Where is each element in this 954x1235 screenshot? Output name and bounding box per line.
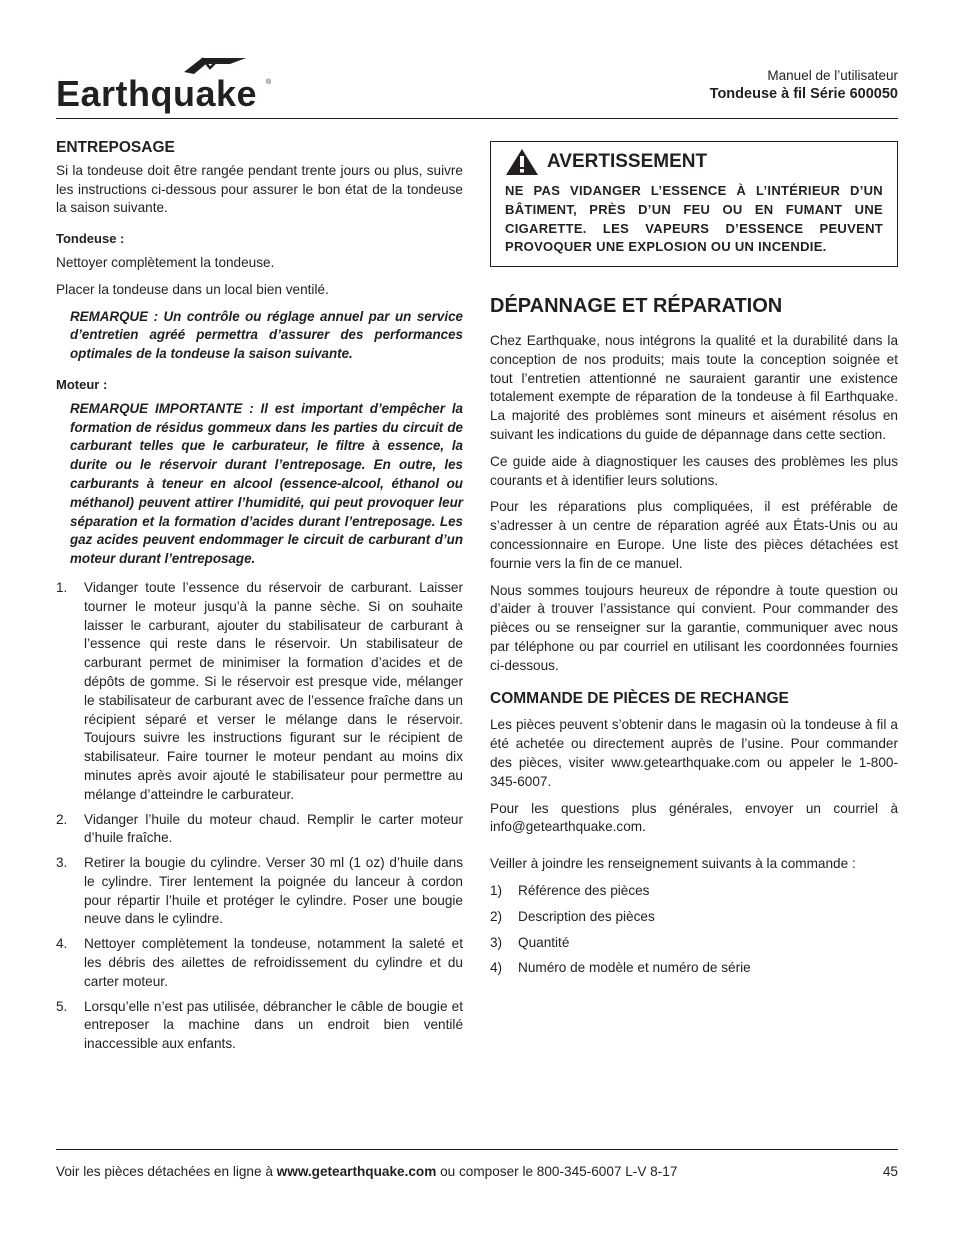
paragraph: Nous sommes toujours heureux de répondre à toute question ou d’aider à trouver l’assistance qui convient. Pour commander des pièces ou se renseigner sur la garantie, communiquer avec nous par téléphone ou par courriel en utilisant les coordonnées fournies ci-dessous. xyxy=(490,582,898,673)
doc-title: Manuel de l’utilisateur xyxy=(767,68,898,83)
footer-text: Voir les pièces détachées en ligne à xyxy=(56,1164,277,1179)
storage-title: ENTREPOSAGE xyxy=(56,139,175,156)
warning-text: NE PAS VIDANGER L’ESSENCE À L’INTÉRIEUR D’UN BÂTIMENT, PRÈS D’UN FEU OU EN FUMANT UNE CIGARETTE. LES VAPEURS D’ESSENCE PEUVENT PROVOQUER UNE EXPLOSION OU UN INCENDIE. xyxy=(505,183,883,255)
important-note: REMARQUE IMPORTANTE : Il est important d’empêcher la formation de résidus gommeux dans les parties du circuit de carburant telles que le carburateur, le filtre à essence, la durite ou le réservoir durant l’entreposage. En outre, les carburants à teneur en alcool (essence-alcool, éthanol ou méthanol) peuvent attirer l’humidité, qui peut provoquer leur séparation et la formation d’acides durant l’entreposage. Les gaz acides peuvent endommager le circuit de carburant d’un moteur durant l’entreposage. xyxy=(70,400,463,567)
list-item xyxy=(56,854,463,929)
page-number: 45 xyxy=(882,1164,898,1179)
right-column xyxy=(490,139,898,985)
step-number: 4. xyxy=(56,936,68,952)
storage-steps xyxy=(56,579,463,1054)
list-item xyxy=(490,959,898,978)
warning-triangle-icon xyxy=(505,148,539,176)
item-text: Référence des pièces xyxy=(518,882,650,898)
step-number: 3. xyxy=(56,855,68,871)
annual-check-note: REMARQUE : Un contrôle ou réglage annuel par un service d’entretien agréé permettra d’assurer des performances optimales de la tondeuse la saison suivante. xyxy=(70,308,463,362)
website-link[interactable]: www.getearthquake.com xyxy=(276,1164,437,1179)
troubleshooting-title: DÉPANNAGE ET RÉPARATION xyxy=(490,295,783,318)
list-item xyxy=(56,935,463,991)
paragraph: Les pièces peuvent s’obtenir dans le magasin où la tondeuse à fil a été achetée ou directement auprès de l’usine. Pour commander des pièces, visiter www.getearthquake.com ou appeler le 1-800-345-6007. xyxy=(490,717,898,789)
paragraph: Ce guide aide à diagnostiquer les causes des problèmes les plus courants et à identifier leurs solutions. xyxy=(490,453,898,488)
paragraph: Chez Earthquake, nous intégrons la qualité et la durabilité dans la conception de nos produits; mais toute la conception soignée et tout l’entretien attentionné ne sauraient garantir une existence totalement exempte de réparation de la tondeuse à fil Earthquake. La majorité des problèmes sont mineurs et aisément résolus en suivant les indications du guide de dépannage dans cette section. xyxy=(490,332,898,442)
paragraph: Veiller à joindre les renseignement suivants à la commande : xyxy=(490,856,856,872)
step-number: 2. xyxy=(56,811,68,827)
footer-phone: ou composer le 800-345-6007 L-V 8-17 xyxy=(436,1164,678,1179)
earthquake-logo xyxy=(56,54,276,116)
mower-label: Tondeuse : xyxy=(56,231,125,247)
storage-intro: Si la tondeuse doit être rangée pendant trente jours ou plus, suivre les instructions ci-dessous pour assurer le bon état de la tondeuse la saison suivante. xyxy=(56,162,463,216)
item-text: Quantité xyxy=(518,934,570,950)
paragraph: Pour les questions plus générales, envoyer un courriel à info@getearthquake.com. xyxy=(490,800,898,835)
engine-label: Moteur : xyxy=(56,376,108,392)
paragraph: Pour les réparations plus compliquées, il est préférable de s’adresser à un centre de réparation agréé aux États-Unis ou au concessionnaire en Europe. Une liste des pièces détachées est fournie vers la fin de ce manuel. xyxy=(490,499,898,571)
item-number: 1) xyxy=(490,882,503,898)
page-footer xyxy=(56,1149,898,1179)
mower-step-1: Nettoyer complètement la tondeuse. xyxy=(56,254,275,270)
item-text: Numéro de modèle et numéro de série xyxy=(518,960,751,976)
svg-text:®: ® xyxy=(266,79,272,86)
list-item xyxy=(56,811,463,849)
step-number: 5. xyxy=(56,998,68,1014)
step-text: Vidanger l’huile du moteur chaud. Remplir le carter moteur d’huile fraîche. xyxy=(84,811,463,846)
parts-order-title: COMMANDE DE PIÈCES DE RECHANGE xyxy=(490,689,789,707)
left-column xyxy=(56,139,463,1060)
step-text: Vidanger toute l’essence du réservoir de carburant. Laisser tourner le moteur jusqu’à la panne sèche. Si on souhaite laisser le carburant, ajouter du stabilisateur de carburant à l’essence qui reste dans le réservoir. Un stabilisateur de carburant permet de minimiser la formation d’acides et de dépôts de gomme. Si le réservoir est presque vide, mélanger le stabilisateur de carburant avec de l’essence fraîche dans un récipient séparé et verser le mélange dans le réservoir. Toujours suivre les instructions figurant sur le récipient de stabilisateur. Faire tourner le moteur pendant au moins dix minutes après avoir ajouté le stabilisateur pour permettre au mélange d’atteindre le carburateur. xyxy=(84,579,463,802)
list-item xyxy=(56,998,463,1054)
step-text: Retirer la bougie du cylindre. Verser 30 ml (1 oz) d’huile dans le cylindre. Tirer lentement la poignée du lanceur à cordon pour répartir l’huile et protéger le cylindre. Poser une bougie neuve dans le cylindre. xyxy=(84,855,463,927)
document-info xyxy=(710,68,898,102)
item-number: 3) xyxy=(490,934,503,950)
item-number: 4) xyxy=(490,960,503,976)
page-header xyxy=(56,52,898,119)
svg-text:Earthquake: Earthquake xyxy=(56,73,258,114)
item-number: 2) xyxy=(490,908,503,924)
list-item xyxy=(490,934,898,953)
warning-box xyxy=(490,141,898,267)
doc-subtitle: Tondeuse à fil Série 600050 xyxy=(709,86,898,102)
item-text: Description des pièces xyxy=(518,908,655,924)
step-text: Lorsqu’elle n’est pas utilisée, débrancher le câble de bougie et entreposer la machine dans un endroit bien ventilé inaccessible aux enfants. xyxy=(84,998,463,1052)
warning-title: AVERTISSEMENT xyxy=(547,150,708,172)
list-item xyxy=(490,908,898,927)
list-item xyxy=(56,579,463,805)
step-number: 1. xyxy=(56,579,68,595)
mower-step-2: Placer la tondeuse dans un local bien ventilé. xyxy=(56,281,329,297)
order-info-list xyxy=(490,882,898,978)
step-text: Nettoyer complètement la tondeuse, notamment la saleté et les débris des ailettes de refroidissement du cylindre et du carter moteur. xyxy=(84,936,463,989)
list-item xyxy=(490,882,898,901)
warning-header xyxy=(505,148,883,176)
